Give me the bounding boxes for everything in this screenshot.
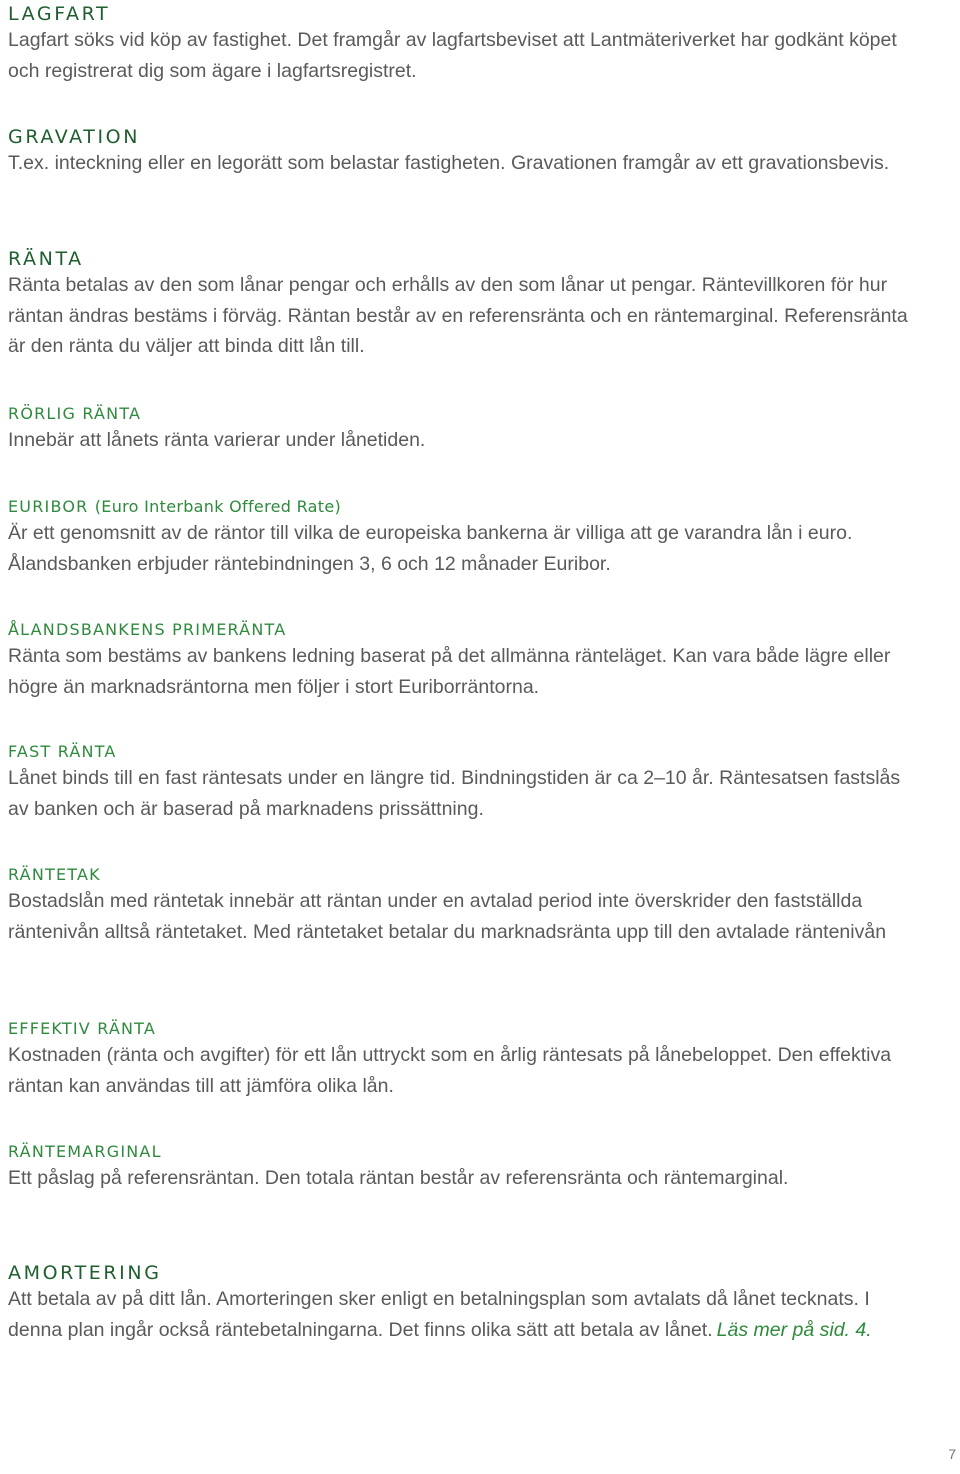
glossary-entry-ranta — [8, 248, 908, 362]
term-heading: RÖRLIG RÄNTA — [8, 404, 142, 423]
term-heading: ÅLANDSBANKENS PRIMERÄNTA — [8, 620, 287, 639]
term-heading — [8, 496, 908, 518]
glossary-entry-rantetak — [8, 864, 908, 947]
term-heading: EFFEKTIV RÄNTA — [8, 1019, 157, 1038]
term-definition: Lagfart söks vid köp av fastighet. Det framgår av lagfartsbeviset att Lantmäteriverket har godkänt köpet och registrerat dig som ägare i lagfartsregistret. — [8, 29, 897, 82]
glossary-entry-amortering — [8, 1262, 908, 1345]
term-definition: Bostadslån med räntetak innebär att räntan under en avtalad period inte överskrider den fastställda räntenivån alltså räntetaket. Med räntetaket betalar du marknadsränta upp till den avtalade räntenivån — [8, 890, 887, 943]
glossary-entry-primeranta — [8, 619, 908, 702]
term-heading: RÄNTA — [8, 248, 84, 270]
term-heading: GRAVATION — [8, 126, 141, 148]
term-definition: Ränta betalas av den som lånar pengar och erhålls av den som lånar ut pengar. Räntevillkoren för hur räntan ändras bestäms i förväg. Räntan består av en referensränta och en räntemarginal. Referensränta är den ränta du väljer att binda ditt lån till. — [8, 274, 908, 358]
term-definition: Kostnaden (ränta och avgifter) för ett lån uttryckt som en årlig räntesats på lånebeloppet. Den effektiva räntan kan användas till att jämföra olika lån. — [8, 1044, 892, 1097]
definition-text: Att betala av på ditt lån. Amorteringen sker enligt en betalningsplan som avtalats då lånet tecknats. I denna plan ingår också räntebetalningarna. Det finns olika sätt att betala av lånet. — [8, 1288, 870, 1341]
glossary-entry-effektiv-ranta — [8, 1018, 908, 1101]
glossary-entry-gravation — [8, 126, 908, 179]
page-number: 7 — [948, 1446, 956, 1462]
read-more-link[interactable]: Läs mer på sid. 4. — [716, 1318, 872, 1341]
term-definition: T.ex. inteckning eller en legorätt som belastar fastigheten. Gravationen framgår av ett gravationsbevis. — [8, 152, 890, 174]
glossary-entry-fast-ranta — [8, 741, 908, 824]
glossary-entry-rorlig-ranta — [8, 403, 908, 456]
term-definition — [8, 1284, 908, 1345]
term-name: EURIBOR — [8, 497, 89, 516]
term-heading: RÄNTETAK — [8, 865, 101, 884]
term-definition: Är ett genomsnitt av de räntor till vilka de europeiska bankerna är villiga att ge varandra lån i euro. Ålandsbanken erbjuder räntebindningen 3, 6 och 12 månader Euribor. — [8, 522, 853, 575]
term-heading: FAST RÄNTA — [8, 742, 117, 761]
glossary-entry-euribor — [8, 496, 908, 579]
glossary-entry-rantemarginal — [8, 1141, 908, 1194]
term-expansion: (Euro Interbank Offered Rate) — [94, 497, 342, 516]
term-heading: LAGFART — [8, 3, 111, 25]
term-definition: Ränta som bestäms av bankens ledning baserat på det allmänna ränteläget. Kan vara både lägre eller högre än marknadsräntorna men följer i stort Euriborräntorna. — [8, 645, 891, 698]
glossary-entry-lagfart — [8, 3, 908, 86]
term-definition: Ett påslag på referensräntan. Den totala räntan består av referensränta och räntemarginal. — [8, 1167, 789, 1189]
term-heading: AMORTERING — [8, 1262, 162, 1284]
term-definition: Innebär att lånets ränta varierar under lånetiden. — [8, 429, 426, 451]
term-heading: RÄNTEMARGINAL — [8, 1142, 162, 1161]
term-definition: Lånet binds till en fast räntesats under en längre tid. Bindningstiden är ca 2–10 år. Räntesatsen fastslås av banken och är baserad på marknadens prissättning. — [8, 767, 901, 820]
